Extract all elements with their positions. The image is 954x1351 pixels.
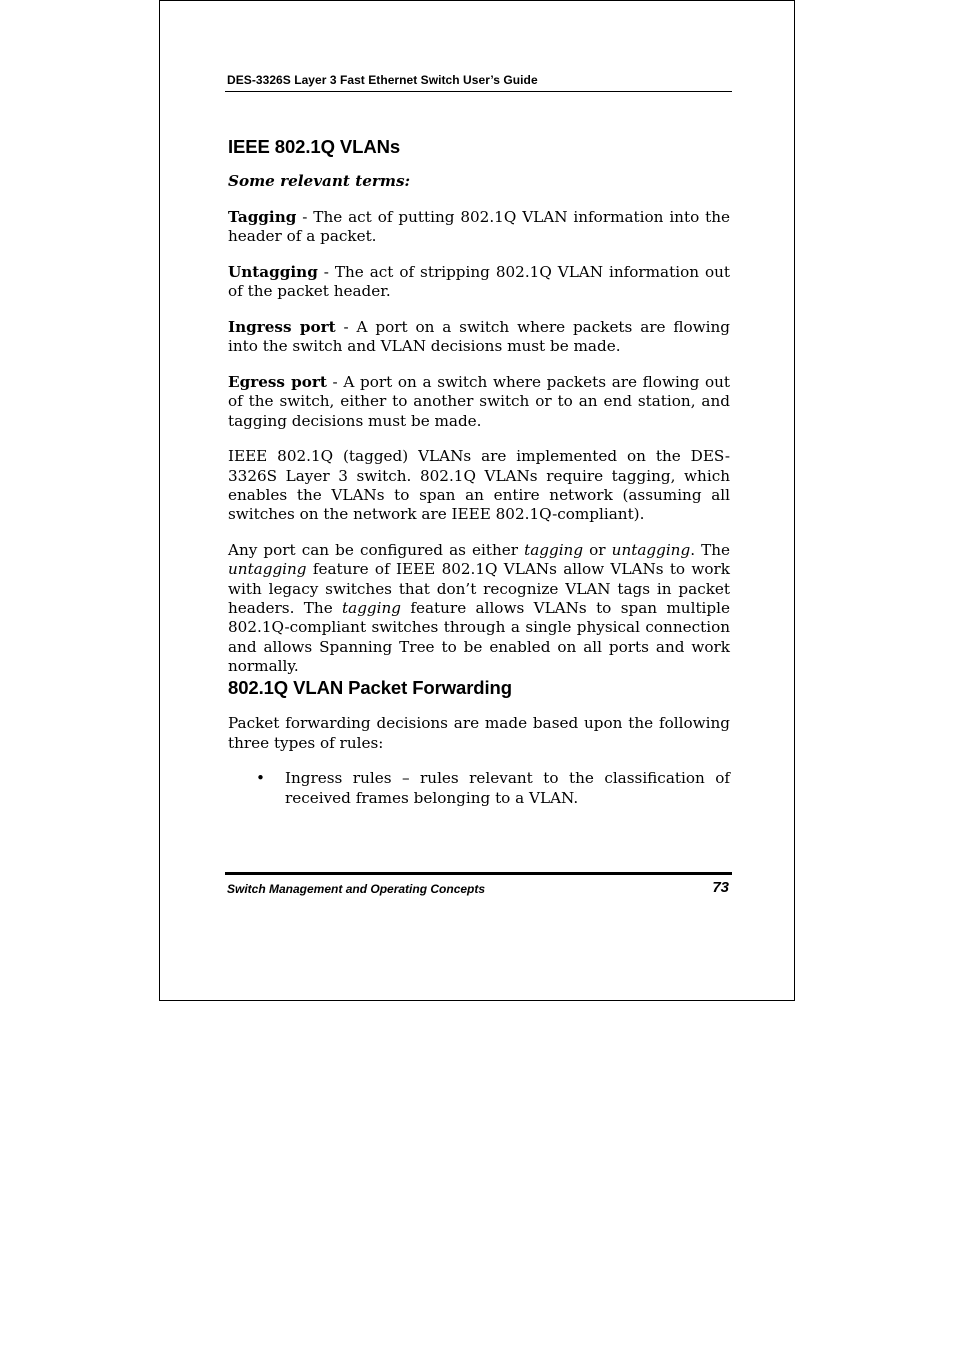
emphasis-tagging: tagging [524,541,584,560]
emphasis-untagging: untagging [611,541,691,560]
term-definition-egress-port [228,373,730,431]
page-number: 73 [712,879,729,896]
list-item [228,769,730,808]
term-text: - The act of putting 802.1Q VLAN information into the header of a packet. [228,207,730,246]
text-run: or [583,541,612,560]
rules-list [228,769,730,808]
terms-subheading: Some relevant terms: [228,172,411,190]
header-rule [225,91,732,92]
emphasis-untagging: untagging [228,560,307,579]
paragraph-forwarding-intro: Packet forwarding decisions are made based upon the following three types of rules: [228,714,730,752]
text-run: Any port can be configured as either [228,541,525,560]
term-label: Ingress port [228,317,336,336]
term-label: Egress port [228,373,327,392]
term-definition-ingress-port [228,318,730,357]
term-label: Untagging [228,262,318,281]
term-text: - A port on a switch where packets are flowing out of the switch, either to another switch or to an end station, and tagging decisions must be made. [228,373,731,430]
term-label: Tagging [228,207,297,226]
emphasis-tagging: tagging [342,599,402,618]
running-header: DES-3326S Layer 3 Fast Ethernet Switch User’s Guide [227,73,538,87]
term-definition-untagging [228,263,730,302]
term-definition-tagging [228,208,730,247]
footer-rule [225,872,732,875]
paragraph-tagging-untagging [228,541,730,676]
paragraph-vlan-implementation: IEEE 802.1Q (tagged) VLANs are implemented on the DES-3326S Layer 3 switch. 802.1Q VLANs require tagging, which enables the VLANs to span an entire network (assuming all switches on the network are IEEE 802.1Q-compliant). [228,447,730,524]
page-body [228,135,730,808]
text-run: feature allows VLANs to span multiple 802.1Q-compliant switches through a single physical connection and allows Spanning Tree to be enabled on all ports and work normally. [228,599,730,675]
text-run: . The [690,541,731,560]
bullet-icon: • [256,769,265,788]
term-text: - The act of stripping 802.1Q VLAN information out of the packet header. [228,262,730,301]
list-item-text: Ingress rules – rules relevant to the classification of received frames belonging to a VLAN. [285,769,730,807]
section-heading-ieee-vlans: IEEE 802.1Q VLANs [228,136,401,157]
footer-title: Switch Management and Operating Concepts [227,882,486,896]
text-run: feature of IEEE 802.1Q VLANs allow VLANs to work with legacy switches that don’t recognize VLAN tags in packet headers. The [228,560,730,618]
section-heading-packet-forwarding: 802.1Q VLAN Packet Forwarding [228,677,512,699]
term-text: - A port on a switch where packets are flowing into the switch and VLAN decisions must be made. [228,317,731,356]
